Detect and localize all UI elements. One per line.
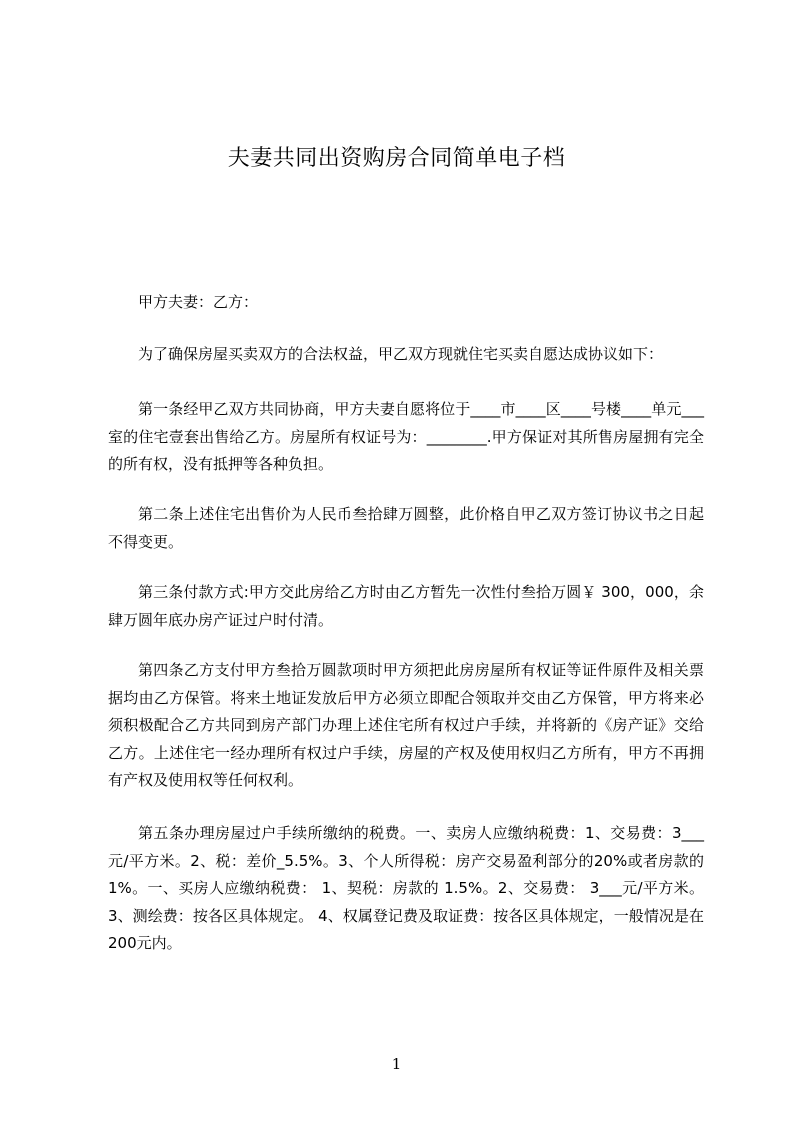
preamble-paragraph: 为了确保房屋买卖双方的合法权益，甲乙双方现就住宅买卖自愿达成协议如下： [138,345,664,363]
article-4-paragraph: 第四条乙方支付甲方叁拾万圆款项时甲方须把此房房屋所有权证等证件原件及相关票据均由乙方保管。将来土地证发放后甲方必须立即配合领取并交由乙方保管，甲方将来必须积极配合乙方共同到房产部门办理上述住宅所有权过户手续，并将新的《房产证》交给乙方。上述住宅一经办理所有权过户手续，房屋的产权及使用权归乙方所有，甲方不再拥有产权及使用权等任何权利。 [108,661,704,789]
article-2-paragraph: 第二条上述住宅出售价为人民币叁拾肆万圆整，此价格自甲乙双方签订协议书之日起不得变更。 [108,505,704,551]
party-line: 甲方夫妻：乙方： [138,293,259,311]
page-number: 1 [391,1055,402,1073]
article-5-paragraph: 第五条办理房屋过户手续所缴纳的税费。一、卖房人应缴纳税费：1、交易费：3___元/平方米。2、税：差价_5.5%。3、个人所得税：房产交易盈利部分的20%或者房款的1%。一、买房人应缴纳税费： 1、契税：房款的 1.5%。2、交易费： 3___元/平方米。3、测绘费：按各区具体规定。 4、权属登记费及取证费：按各区具体规定，一般情况是在200元内。 [108,824,704,952]
document-title: 夫妻共同出资购房合同简单电子档 [227,146,566,171]
article-1-paragraph: 第一条经甲乙双方共同协商，甲方夫妻自愿将位于____市____区____号楼____单元___室的住宅壹套出售给乙方。房屋所有权证号为：________.甲方保证对其所售房屋拥有完全的所有权，没有抵押等各种负担。 [108,400,704,473]
article-3-paragraph: 第三条付款方式:甲方交此房给乙方时由乙方暂先一次性付叁拾万圆￥ 300，000，余肆万圆年底办房产证过户时付清。 [108,583,704,629]
